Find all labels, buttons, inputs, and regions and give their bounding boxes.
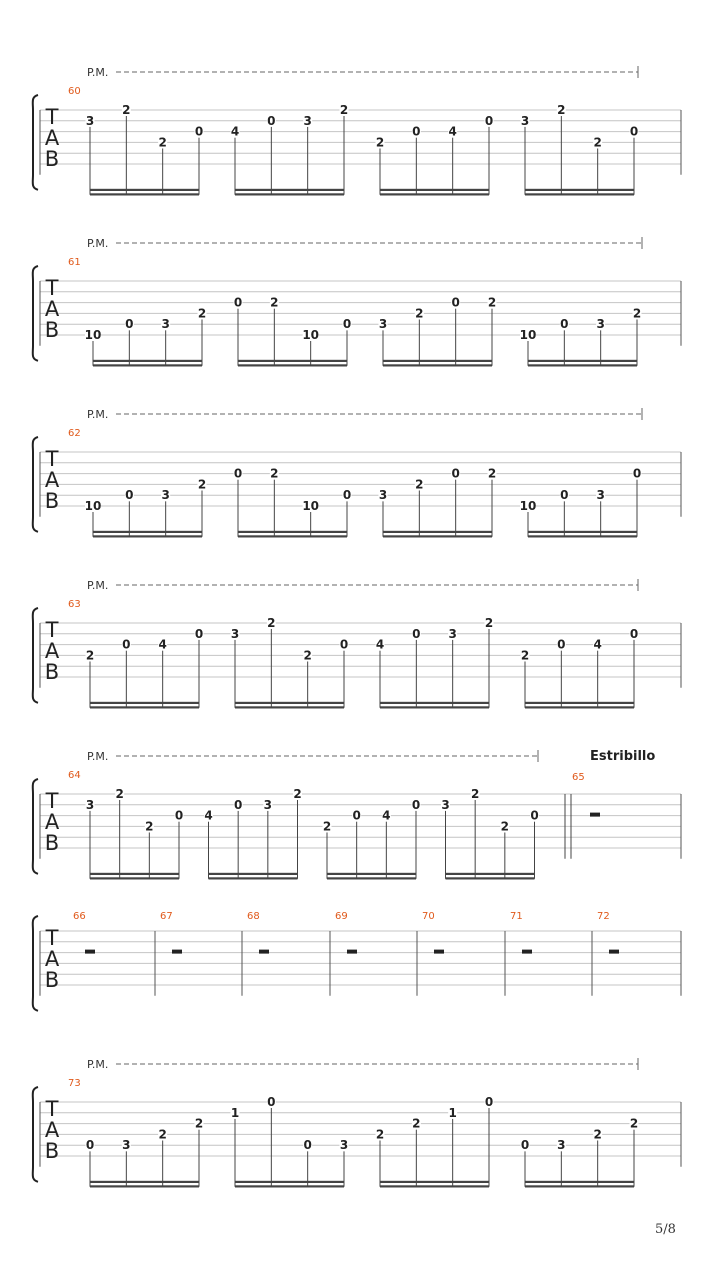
tab-clef-letter: A [44, 810, 60, 834]
beam [90, 873, 179, 875]
measure-number: 66 [73, 911, 86, 922]
fret-number: 4 [382, 808, 391, 823]
fret-number: 0 [520, 1138, 530, 1153]
beam [235, 1181, 344, 1183]
fret-number: 0 [303, 1138, 312, 1153]
fret-number: 0 [411, 797, 421, 812]
fret-number: 3 [85, 797, 95, 812]
fret-number: 4 [448, 124, 457, 139]
palm-mute-label: P.M. [87, 1058, 109, 1071]
measure-number: 69 [335, 911, 348, 922]
beam [209, 873, 298, 875]
tab-clef-letter: T [45, 789, 59, 813]
fret-number: 2 [158, 135, 167, 150]
tab-clef-letter: A [44, 1118, 60, 1142]
fret-number: 2 [375, 1127, 385, 1142]
fret-number: 2 [267, 616, 276, 630]
fret-number: 2 [415, 477, 424, 492]
fret-number: 2 [270, 466, 279, 481]
beam [235, 1185, 344, 1187]
beam [90, 1185, 199, 1187]
beam [525, 1185, 634, 1187]
fret-number: 4 [593, 637, 602, 652]
fret-number: 4 [204, 808, 213, 823]
beam [90, 877, 179, 879]
section-label: Estribillo [590, 749, 656, 764]
tab-clef-letter: B [44, 968, 60, 992]
fret-number: 4 [375, 637, 385, 652]
beam [235, 702, 344, 704]
fret-number: 3 [161, 317, 170, 332]
beam [525, 189, 634, 191]
whole-rest [609, 950, 619, 954]
fret-number: 10 [302, 328, 320, 342]
palm-mute-label: P.M. [87, 66, 109, 79]
fret-number: 0 [451, 295, 460, 310]
beam [380, 1181, 489, 1183]
beam [90, 706, 199, 708]
fret-number: 0 [122, 637, 131, 652]
tab-clef-letter: B [44, 489, 60, 513]
fret-number: 3 [85, 113, 95, 128]
fret-number: 10 [302, 499, 320, 513]
beam [446, 877, 535, 879]
measure-number: 68 [247, 911, 260, 922]
fret-number: 0 [174, 808, 184, 823]
tab-clef-letter: A [44, 126, 60, 150]
fret-number: 0 [484, 1095, 494, 1109]
system-brace [33, 1087, 38, 1182]
fret-number: 3 [520, 113, 530, 128]
fret-number: 2 [500, 819, 510, 834]
fret-number: 0 [412, 626, 421, 641]
fret-number: 3 [339, 1138, 349, 1153]
fret-number: 2 [520, 648, 530, 663]
fret-number: 0 [632, 466, 642, 481]
fret-number: 2 [487, 295, 497, 310]
fret-number: 3 [596, 488, 605, 503]
beam [380, 1185, 489, 1187]
measure-number: 70 [422, 911, 435, 922]
fret-number: 3 [441, 797, 450, 812]
whole-rest [522, 950, 532, 954]
beam [383, 535, 492, 537]
beam [528, 360, 637, 362]
page-number: 5/8 [655, 1222, 676, 1237]
beam [90, 1181, 199, 1183]
beam [235, 706, 344, 708]
fret-number: 2 [194, 1116, 204, 1131]
beam [525, 706, 634, 708]
fret-number: 3 [448, 626, 457, 641]
whole-rest [347, 950, 357, 954]
fret-number: 2 [197, 477, 207, 492]
fret-number: 0 [194, 124, 204, 139]
beam [93, 364, 202, 366]
beam [380, 193, 489, 195]
beam [93, 535, 202, 537]
fret-number: 2 [270, 295, 279, 310]
fret-number: 2 [484, 616, 494, 630]
fret-number: 0 [267, 1095, 276, 1109]
beam [93, 531, 202, 533]
tab-clef-letter: A [44, 297, 60, 321]
fret-number: 3 [557, 1138, 566, 1153]
beam [383, 531, 492, 533]
fret-number: 2 [303, 648, 312, 663]
measure-number: 72 [597, 911, 610, 922]
beam [90, 702, 199, 704]
fret-number: 2 [593, 135, 602, 150]
system-brace [33, 916, 38, 1011]
fret-number: 0 [342, 317, 352, 332]
fret-number: 2 [339, 103, 349, 117]
fret-number: 3 [378, 317, 388, 332]
fret-number: 1 [230, 1105, 240, 1120]
fret-number: 2 [85, 648, 95, 663]
tab-clef-letter: A [44, 468, 60, 492]
tab-clef-letter: A [44, 639, 60, 663]
tab-clef-letter: B [44, 1139, 60, 1163]
fret-number: 2 [629, 1116, 639, 1131]
fret-number: 0 [629, 626, 639, 641]
beam [383, 364, 492, 366]
beam [446, 873, 535, 875]
fret-number: 2 [593, 1127, 602, 1142]
fret-number: 2 [322, 819, 332, 834]
palm-mute-label: P.M. [87, 408, 109, 421]
fret-number: 3 [378, 488, 388, 503]
fret-number: 2 [197, 306, 207, 321]
beam [235, 189, 344, 191]
fret-number: 1 [448, 1105, 457, 1120]
fret-number: 0 [125, 317, 134, 332]
tab-clef-letter: B [44, 660, 60, 684]
fret-number: 10 [519, 499, 537, 513]
beam [238, 531, 347, 533]
fret-number: 0 [557, 637, 566, 652]
fret-number: 0 [233, 797, 243, 812]
fret-number: 0 [629, 124, 639, 139]
beam [327, 877, 416, 879]
fret-number: 2 [115, 787, 124, 801]
measure-number: 60 [68, 86, 81, 97]
system-brace [33, 608, 38, 703]
beam [209, 877, 298, 879]
fret-number: 4 [230, 124, 240, 139]
fret-number: 2 [158, 1127, 167, 1142]
fret-number: 4 [158, 637, 167, 652]
tab-clef-letter: T [45, 105, 59, 129]
tab-clef-letter: B [44, 318, 60, 342]
beam [525, 1181, 634, 1183]
whole-rest [172, 950, 182, 954]
measure-number: 61 [68, 257, 81, 268]
system-brace [33, 95, 38, 190]
tab-clef-letter: T [45, 1097, 59, 1121]
measure-number: 62 [68, 428, 81, 439]
fret-number: 2 [487, 466, 497, 481]
whole-rest [590, 813, 600, 817]
measure-number: 64 [68, 770, 81, 781]
fret-number: 2 [412, 1116, 421, 1131]
system-brace [33, 266, 38, 361]
beam [528, 531, 637, 533]
measure-number: 63 [68, 599, 81, 610]
measure-number: 73 [68, 1078, 81, 1089]
beam [235, 193, 344, 195]
tab-clef-letter: T [45, 447, 59, 471]
system-brace [33, 437, 38, 532]
beam [380, 706, 489, 708]
measure-number: 67 [160, 911, 173, 922]
beam [525, 193, 634, 195]
fret-number: 3 [230, 626, 240, 641]
palm-mute-label: P.M. [87, 579, 109, 592]
fret-number: 3 [303, 113, 312, 128]
beam [238, 364, 347, 366]
fret-number: 3 [263, 797, 273, 812]
fret-number: 0 [342, 488, 352, 503]
whole-rest [259, 950, 269, 954]
whole-rest [434, 950, 444, 954]
fret-number: 2 [375, 135, 385, 150]
tab-clef-letter: T [45, 926, 59, 950]
beam [383, 360, 492, 362]
fret-number: 0 [194, 626, 204, 641]
fret-number: 0 [560, 317, 569, 332]
measure-number: 71 [510, 911, 523, 922]
beam [528, 364, 637, 366]
beam [93, 360, 202, 362]
beam [380, 189, 489, 191]
fret-number: 2 [145, 819, 154, 834]
fret-number: 0 [267, 113, 276, 128]
fret-number: 3 [161, 488, 170, 503]
fret-number: 10 [84, 328, 102, 342]
beam [238, 535, 347, 537]
fret-number: 0 [484, 113, 494, 128]
beam [90, 189, 199, 191]
tab-clef-letter: T [45, 618, 59, 642]
fret-number: 0 [530, 808, 539, 823]
tab-clef-letter: T [45, 276, 59, 300]
beam [525, 702, 634, 704]
beam [380, 702, 489, 704]
beam [90, 193, 199, 195]
fret-number: 0 [352, 808, 361, 823]
fret-number: 2 [632, 306, 642, 321]
fret-number: 3 [122, 1138, 131, 1153]
tab-clef-letter: A [44, 947, 60, 971]
whole-rest [85, 950, 95, 954]
fret-number: 3 [596, 317, 605, 332]
fret-number: 0 [85, 1138, 95, 1153]
fret-number: 2 [415, 306, 424, 321]
measure-number: 65 [572, 772, 585, 783]
fret-number: 0 [233, 466, 243, 481]
fret-number: 10 [519, 328, 537, 342]
fret-number: 2 [470, 787, 480, 801]
fret-number: 0 [233, 295, 243, 310]
fret-number: 0 [560, 488, 569, 503]
beam [327, 873, 416, 875]
fret-number: 10 [84, 499, 102, 513]
palm-mute-label: P.M. [87, 750, 109, 763]
tab-clef-letter: B [44, 831, 60, 855]
fret-number: 0 [339, 637, 349, 652]
fret-number: 0 [125, 488, 134, 503]
system-brace [33, 779, 38, 874]
tab-clef-letter: B [44, 147, 60, 171]
fret-number: 0 [451, 466, 460, 481]
beam [528, 535, 637, 537]
beam [238, 360, 347, 362]
fret-number: 0 [412, 124, 421, 139]
fret-number: 2 [293, 787, 302, 801]
fret-number: 2 [122, 103, 131, 117]
palm-mute-label: P.M. [87, 237, 109, 250]
fret-number: 2 [557, 103, 566, 117]
